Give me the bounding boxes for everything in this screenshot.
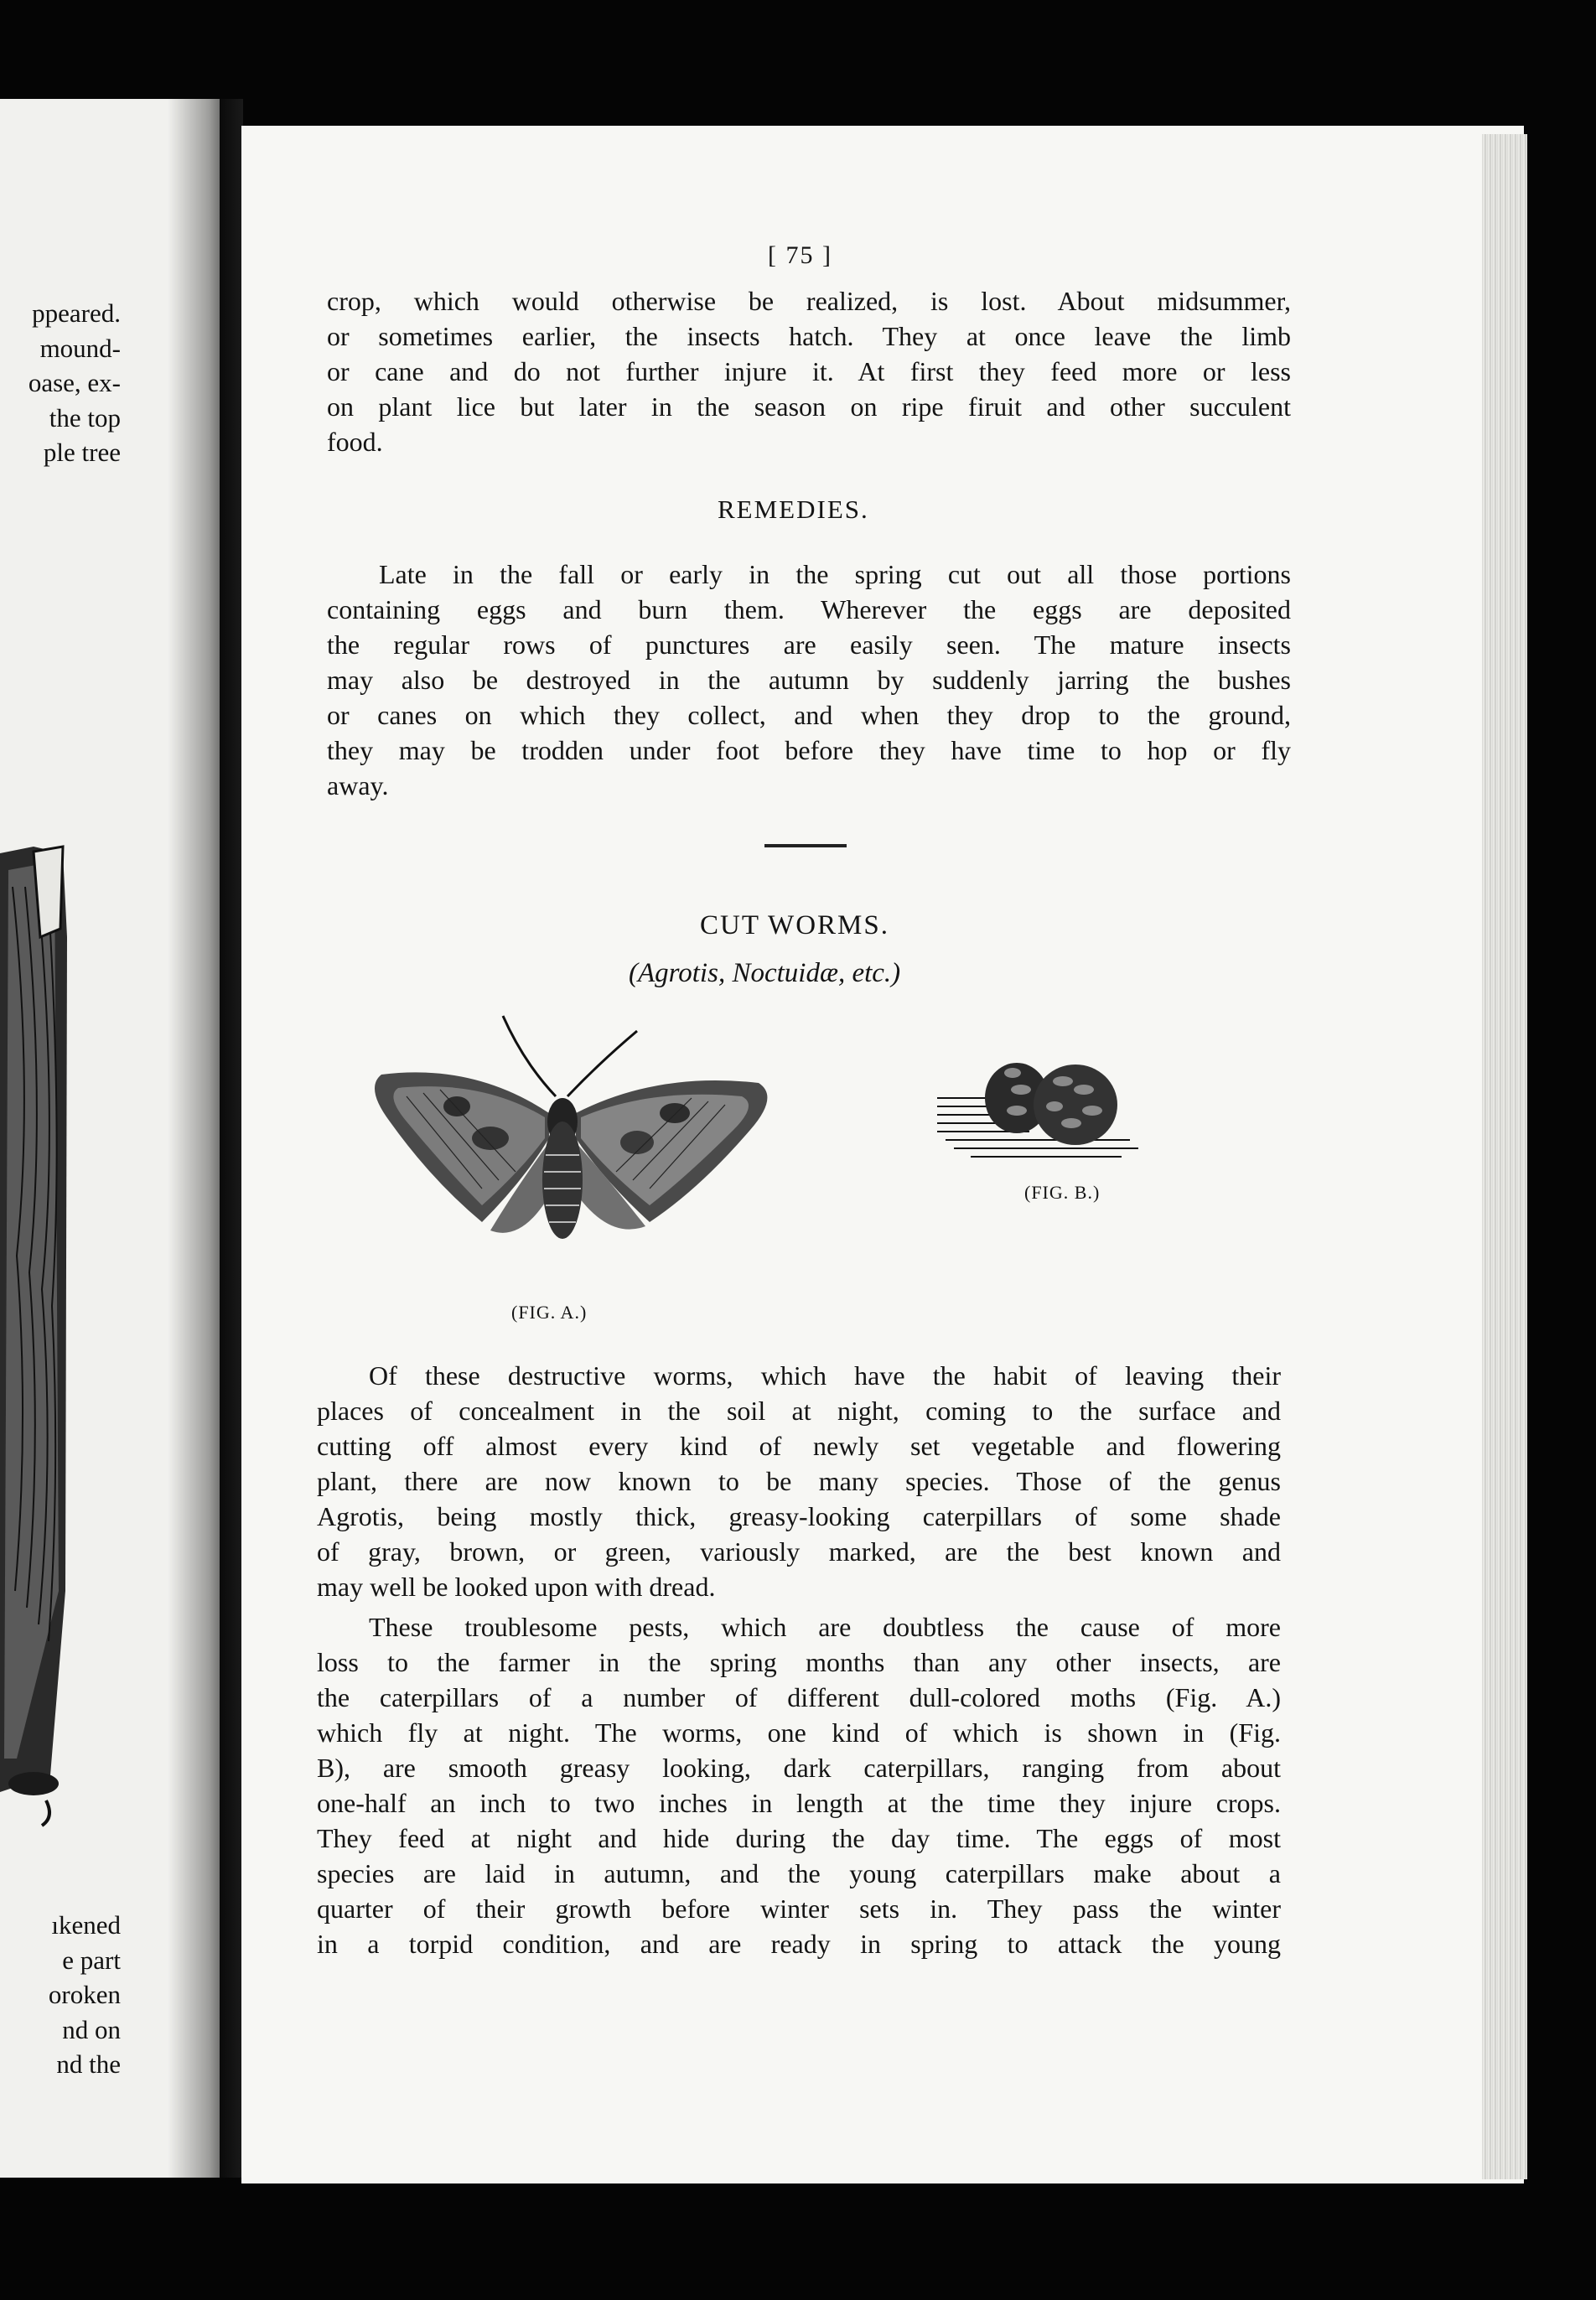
text-line: These troublesome pests, which are doubtless the cause of more — [369, 1612, 1281, 1642]
page-edge-stack — [1482, 134, 1527, 2179]
text-line: the caterpillars of a number of different dull-colored moths (Fig. A.) — [317, 1682, 1281, 1712]
text-line: plant, there are now known to be many species. Those of the genus — [317, 1466, 1281, 1496]
left-line: nd the — [56, 2049, 121, 2079]
left-line: oroken — [48, 1980, 121, 2009]
page-number: [ 75 ] — [768, 241, 832, 269]
paragraph-crop — [327, 283, 1291, 459]
text-line: They feed at night and hide during the day time. The eggs of most — [317, 1823, 1281, 1853]
text-line: places of concealment in the soil at night, coming to the surface and — [317, 1396, 1281, 1426]
text-line: may also be destroyed in the autumn by suddenly jarring the bushes — [327, 665, 1291, 695]
caption-fig-b: (FIG. B.) — [1024, 1182, 1101, 1203]
text-line: which fly at night. The worms, one kind of which is shown in (Fig. — [317, 1717, 1281, 1748]
moth-illustration — [356, 1013, 792, 1272]
left-page-text-top — [28, 296, 121, 470]
text-line: may well be looked upon with dread. — [317, 1572, 716, 1602]
text-line: of gray, brown, or green, variously marked, are the best known and — [317, 1536, 1281, 1567]
text-line: containing eggs and burn them. Wherever the eggs are deposited — [327, 594, 1291, 624]
text-line: loss to the farmer in the spring months than any other insects, are — [317, 1647, 1281, 1677]
left-line: e part — [62, 1945, 121, 1975]
heading-cut-worms: CUT WORMS. — [700, 910, 889, 940]
left-page-text-bottom — [49, 1908, 121, 2082]
text-line: Of these destructive worms, which have the habit of leaving their — [369, 1360, 1281, 1391]
text-line: the regular rows of punctures are easily seen. The mature insects — [327, 629, 1291, 660]
text-line: Late in the fall or early in the spring cut out all those portions — [379, 559, 1291, 589]
text-line: species are laid in autumn, and the young caterpillars make about a — [317, 1858, 1281, 1888]
paragraph-cutworms-1 — [317, 1358, 1281, 1604]
heading-remedies: REMEDIES. — [718, 495, 869, 524]
left-line: ple tree — [43, 438, 121, 467]
left-line: oase, ex- — [28, 368, 121, 397]
book-gutter-shadow — [168, 99, 243, 2178]
text-line: or canes on which they collect, and when they drop to the ground, — [327, 700, 1291, 730]
left-line: the top — [49, 402, 121, 433]
text-line: cutting off almost every kind of newly set vegetable and flowering — [317, 1431, 1281, 1461]
caption-fig-a: (FIG. A.) — [511, 1302, 588, 1323]
paragraph-cutworms-2 — [317, 1609, 1281, 1961]
caterpillar-illustration — [937, 1039, 1138, 1165]
left-line: nd on — [62, 2014, 121, 2044]
section-divider — [764, 844, 847, 847]
text-line: Agrotis, being mostly thick, greasy-looking caterpillars of some shade — [317, 1501, 1281, 1531]
text-line: away. — [327, 770, 389, 800]
paragraph-remedies — [327, 557, 1291, 803]
text-line: food. — [327, 427, 383, 457]
left-line: ıkened — [51, 1910, 121, 1940]
text-line: quarter of their growth before winter sets in. They pass the winter — [317, 1893, 1281, 1924]
text-line: on plant lice but later in the season on ripe firuit and other succulent — [327, 391, 1291, 422]
text-line: one-half an inch to two inches in length at the time they injure crops. — [317, 1788, 1281, 1818]
left-line: ppeared. — [32, 298, 121, 328]
text-line: or cane and do not further injure it. At first they feed more or less — [327, 356, 1291, 386]
text-line: in a torpid condition, and are ready in spring to attack the young — [317, 1929, 1281, 1959]
text-line: B), are smooth greasy looking, dark caterpillars, ranging from about — [317, 1753, 1281, 1783]
text-line: they may be trodden under foot before they have time to hop or fly — [327, 735, 1291, 765]
left-line: mound- — [39, 333, 121, 363]
scientific-name: (Agrotis, Noctuidæ, etc.) — [629, 958, 901, 988]
text-line: or sometimes earlier, the insects hatch. They at once leave the limb — [327, 321, 1291, 351]
text-line: crop, which would otherwise be realized, is lost. About midsummer, — [327, 286, 1291, 316]
